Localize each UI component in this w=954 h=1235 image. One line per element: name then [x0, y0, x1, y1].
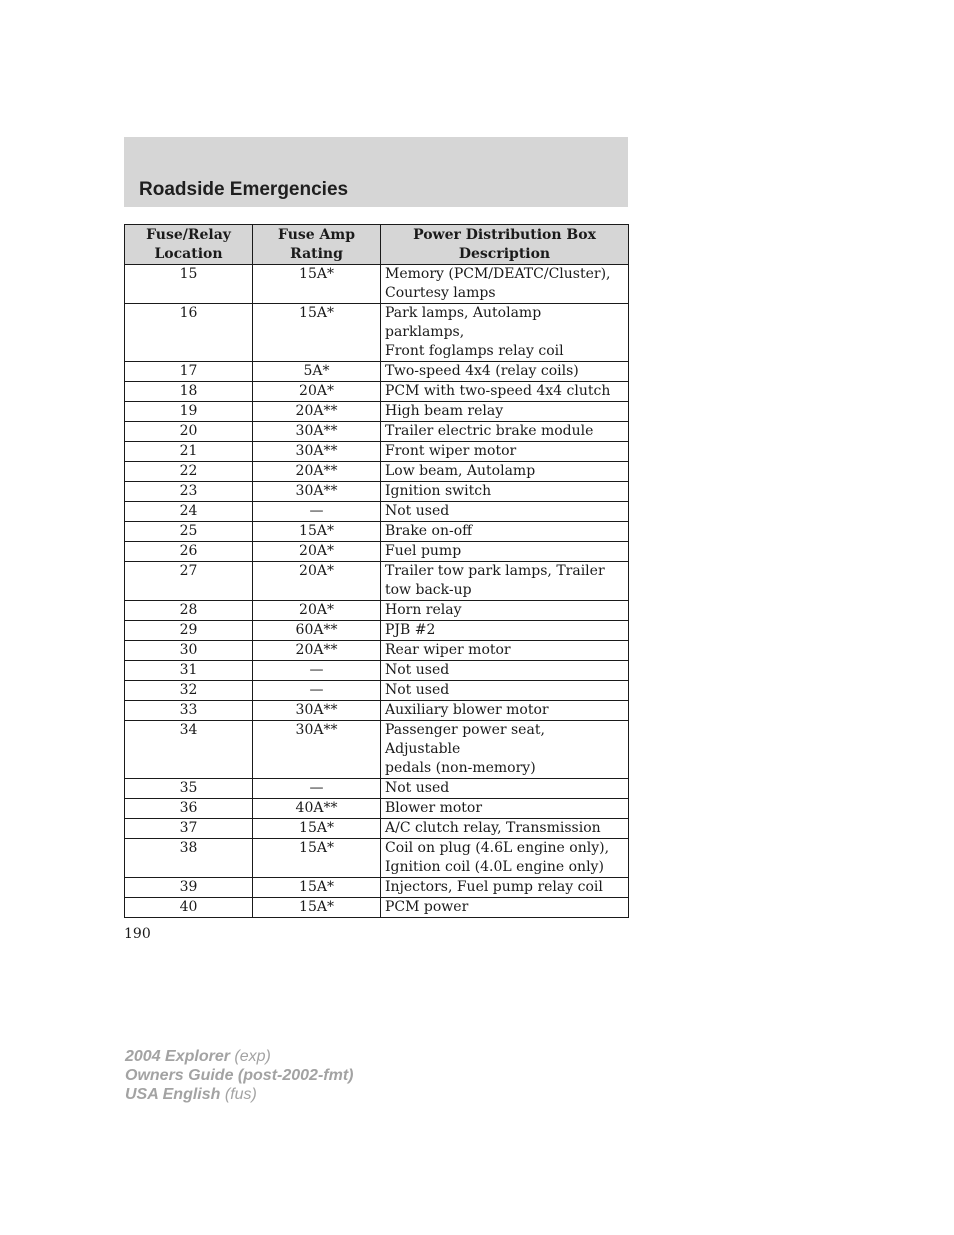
cell-location: 33: [125, 701, 253, 721]
table-row: [125, 482, 629, 502]
cell-description: [381, 362, 629, 382]
description-line: pedals (non-memory): [385, 760, 536, 776]
cell-amp-rating: 15A*: [253, 839, 381, 878]
description-line: Front foglamps relay coil: [385, 343, 564, 359]
description-line: Ignition coil (4.0L engine only): [385, 859, 604, 875]
description-line: tow back-up: [385, 582, 472, 598]
header-amp: [253, 225, 381, 265]
cell-description: [381, 462, 629, 482]
description-line: Not used: [385, 662, 450, 678]
cell-description: [381, 562, 629, 601]
cell-amp-rating: 20A*: [253, 562, 381, 601]
table-row: [125, 641, 629, 661]
cell-location: 15: [125, 265, 253, 304]
table-row: [125, 701, 629, 721]
table-row: [125, 462, 629, 482]
description-line: Blower motor: [385, 800, 483, 816]
table-row: [125, 799, 629, 819]
description-line: Memory (PCM/DEATC/Cluster),: [385, 266, 611, 282]
description-line: Brake on-off: [385, 523, 473, 539]
cell-amp-rating: 15A*: [253, 878, 381, 898]
cell-description: [381, 839, 629, 878]
footer-model: 2004 Explorer: [125, 1048, 230, 1065]
description-line: Coil on plug (4.6L engine only),: [385, 840, 610, 856]
cell-description: [381, 482, 629, 502]
header-amp-line1: Fuse Amp: [278, 227, 355, 243]
cell-description: [381, 304, 629, 362]
cell-amp-rating: 20A**: [253, 462, 381, 482]
table-row: [125, 265, 629, 304]
cell-description: [381, 779, 629, 799]
cell-amp-rating: 30A**: [253, 442, 381, 462]
description-line: Auxiliary blower motor: [385, 702, 549, 718]
cell-amp-rating: 30A**: [253, 721, 381, 779]
table-row: [125, 661, 629, 681]
table-row: [125, 779, 629, 799]
description-line: Two-speed 4x4 (relay coils): [385, 363, 579, 379]
footer-model-code: (exp): [234, 1048, 271, 1065]
description-line: Passenger power seat, Adjustable: [385, 722, 545, 757]
table-row: [125, 898, 629, 918]
header-location-line1: Fuse/Relay: [146, 227, 231, 243]
cell-amp-rating: 30A**: [253, 422, 381, 442]
table-row: [125, 621, 629, 641]
table-row: [125, 522, 629, 542]
table-row: [125, 839, 629, 878]
cell-amp-rating: 15A*: [253, 304, 381, 362]
header-location-line2: Location: [154, 246, 223, 262]
footer-line-2: [125, 1066, 353, 1085]
cell-location: 28: [125, 601, 253, 621]
cell-amp-rating: 5A*: [253, 362, 381, 382]
description-line: High beam relay: [385, 403, 504, 419]
description-line: PCM with two-speed 4x4 clutch: [385, 383, 611, 399]
cell-description: [381, 799, 629, 819]
cell-description: [381, 819, 629, 839]
cell-description: [381, 681, 629, 701]
cell-description: [381, 402, 629, 422]
table-row: [125, 681, 629, 701]
cell-location: 39: [125, 878, 253, 898]
cell-amp-rating: 30A**: [253, 482, 381, 502]
description-line: Park lamps, Autolamp parklamps,: [385, 305, 542, 340]
table-body: [125, 265, 629, 918]
description-line: Injectors, Fuel pump relay coil: [385, 879, 603, 895]
cell-description: [381, 422, 629, 442]
cell-amp-rating: —: [253, 779, 381, 799]
cell-amp-rating: 20A**: [253, 402, 381, 422]
description-line: Trailer electric brake module: [385, 423, 594, 439]
cell-amp-rating: —: [253, 661, 381, 681]
footer-guide: Owners Guide (post-2002-fmt): [125, 1067, 354, 1084]
description-line: Not used: [385, 682, 450, 698]
table-row: [125, 721, 629, 779]
description-line: Fuel pump: [385, 543, 462, 559]
header-description-line1: Power Distribution Box: [413, 227, 596, 243]
section-title: Roadside Emergencies: [139, 179, 349, 200]
table-row: [125, 502, 629, 522]
description-line: Trailer tow park lamps, Trailer: [385, 563, 605, 579]
table-row: [125, 402, 629, 422]
table-row: [125, 382, 629, 402]
cell-amp-rating: 15A*: [253, 898, 381, 918]
document-footer: [125, 1047, 353, 1104]
description-line: Low beam, Autolamp: [385, 463, 536, 479]
cell-location: 19: [125, 402, 253, 422]
table-row: [125, 562, 629, 601]
cell-description: [381, 878, 629, 898]
description-line: Rear wiper motor: [385, 642, 511, 658]
description-line: Not used: [385, 503, 450, 519]
cell-location: 24: [125, 502, 253, 522]
cell-description: [381, 502, 629, 522]
cell-location: 38: [125, 839, 253, 878]
description-line: Courtesy lamps: [385, 285, 496, 301]
cell-amp-rating: 20A*: [253, 601, 381, 621]
cell-location: 36: [125, 799, 253, 819]
cell-description: [381, 265, 629, 304]
cell-location: 17: [125, 362, 253, 382]
cell-description: [381, 621, 629, 641]
footer-line-1: [125, 1047, 353, 1066]
fuse-table: [124, 224, 629, 918]
cell-location: 16: [125, 304, 253, 362]
header-amp-line2: Rating: [290, 246, 343, 262]
table-row: [125, 542, 629, 562]
cell-description: [381, 382, 629, 402]
cell-location: 31: [125, 661, 253, 681]
cell-description: [381, 542, 629, 562]
cell-description: [381, 701, 629, 721]
cell-location: 26: [125, 542, 253, 562]
cell-amp-rating: 20A**: [253, 641, 381, 661]
description-line: PJB #2: [385, 622, 436, 638]
cell-description: [381, 661, 629, 681]
page-number: 190: [124, 926, 151, 942]
description-line: Not used: [385, 780, 450, 796]
cell-location: 25: [125, 522, 253, 542]
cell-description: [381, 601, 629, 621]
cell-amp-rating: —: [253, 502, 381, 522]
cell-location: 23: [125, 482, 253, 502]
cell-amp-rating: 15A*: [253, 265, 381, 304]
cell-location: 20: [125, 422, 253, 442]
cell-description: [381, 721, 629, 779]
cell-location: 22: [125, 462, 253, 482]
cell-location: 35: [125, 779, 253, 799]
table-row: [125, 362, 629, 382]
cell-location: 32: [125, 681, 253, 701]
cell-location: 27: [125, 562, 253, 601]
cell-location: 21: [125, 442, 253, 462]
cell-description: [381, 898, 629, 918]
cell-description: [381, 641, 629, 661]
table-header-row: [125, 225, 629, 265]
description-line: A/C clutch relay, Transmission: [385, 820, 601, 836]
cell-location: 40: [125, 898, 253, 918]
cell-amp-rating: —: [253, 681, 381, 701]
cell-amp-rating: 20A*: [253, 382, 381, 402]
footer-language-code: (fus): [224, 1086, 257, 1103]
cell-amp-rating: 60A**: [253, 621, 381, 641]
table-row: [125, 819, 629, 839]
cell-location: 34: [125, 721, 253, 779]
cell-location: 29: [125, 621, 253, 641]
footer-language: USA English: [125, 1086, 221, 1103]
header-location: [125, 225, 253, 265]
table-row: [125, 304, 629, 362]
header-description: [381, 225, 629, 265]
section-header-band: [124, 137, 628, 207]
description-line: Ignition switch: [385, 483, 492, 499]
description-line: Front wiper motor: [385, 443, 517, 459]
description-line: PCM power: [385, 899, 469, 915]
cell-amp-rating: 15A*: [253, 819, 381, 839]
header-description-line2: Description: [458, 246, 551, 262]
description-line: Horn relay: [385, 602, 462, 618]
cell-location: 37: [125, 819, 253, 839]
cell-description: [381, 442, 629, 462]
cell-location: 30: [125, 641, 253, 661]
table-row: [125, 442, 629, 462]
cell-amp-rating: 15A*: [253, 522, 381, 542]
cell-amp-rating: 30A**: [253, 701, 381, 721]
table-row: [125, 422, 629, 442]
table-row: [125, 878, 629, 898]
cell-amp-rating: 20A*: [253, 542, 381, 562]
footer-line-3: [125, 1085, 353, 1104]
table-row: [125, 601, 629, 621]
cell-description: [381, 522, 629, 542]
cell-amp-rating: 40A**: [253, 799, 381, 819]
cell-location: 18: [125, 382, 253, 402]
